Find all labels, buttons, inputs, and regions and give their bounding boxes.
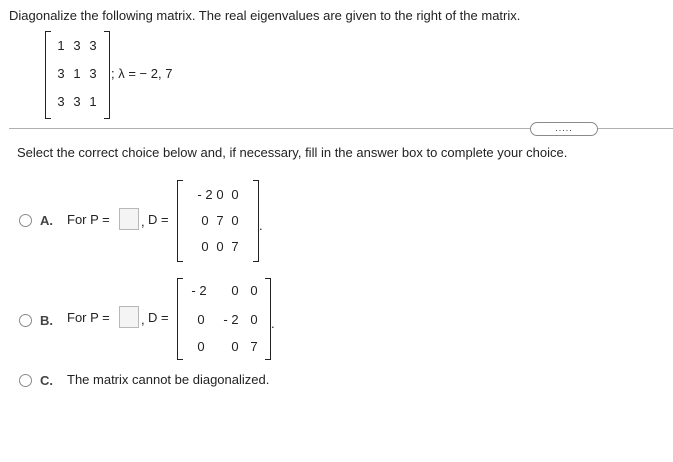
option-a-p-answer-box[interactable] (119, 208, 139, 230)
matrix-cell: 0 (201, 239, 209, 254)
matrix-cell: - 2 (197, 187, 213, 202)
matrix-cell: 1 (73, 66, 81, 81)
option-b-comma: , (141, 312, 145, 327)
matrix-cell: 0 (231, 339, 239, 354)
option-b-period: . (271, 316, 275, 331)
matrix-cell: 0 (250, 312, 258, 327)
option-c-text: The matrix cannot be diagonalized. (67, 372, 270, 387)
option-a-d-label: D = (148, 212, 169, 227)
option-b-letter: B. (40, 313, 53, 328)
matrix-cell: 0 (216, 187, 224, 202)
matrix-cell: 0 (231, 283, 239, 298)
option-b-matrix-left-bracket (177, 278, 183, 360)
matrix-cell: 0 (197, 339, 205, 354)
option-a-for-p-label: For P = (67, 212, 110, 227)
option-a-radio[interactable] (19, 214, 32, 227)
option-a-period: . (259, 218, 263, 233)
matrix-cell: 7 (250, 339, 258, 354)
matrix-cell: 3 (73, 94, 81, 109)
matrix-cell: 3 (57, 94, 65, 109)
matrix-left-bracket (45, 31, 51, 119)
matrix-cell: 0 (231, 213, 239, 228)
option-b-p-answer-box[interactable] (119, 306, 139, 328)
matrix-cell: 0 (216, 239, 224, 254)
matrix-cell: 1 (57, 38, 65, 53)
option-a-matrix-left-bracket (177, 180, 183, 262)
question-text: Diagonalize the following matrix. The real eigenvalues are given to the right of the matrix. (9, 8, 521, 23)
matrix-cell: 7 (231, 239, 239, 254)
matrix-cell: - 2 (223, 312, 239, 327)
option-b-radio[interactable] (19, 314, 32, 327)
option-b-for-p-label: For P = (67, 310, 110, 325)
matrix-cell: 0 (201, 213, 209, 228)
matrix-right-bracket (104, 31, 110, 119)
matrix-cell: 0 (197, 312, 205, 327)
matrix-cell: 1 (89, 94, 97, 109)
option-a-comma: , (141, 214, 145, 229)
option-b-d-label: D = (148, 310, 169, 325)
matrix-cell: 3 (89, 38, 97, 53)
matrix-cell: 3 (73, 38, 81, 53)
matrix-cell: 7 (216, 213, 224, 228)
option-c-letter: C. (40, 373, 53, 388)
matrix-cell: 0 (250, 283, 258, 298)
matrix-cell: - 2 (191, 283, 207, 298)
option-c-radio[interactable] (19, 374, 32, 387)
matrix-cell: 3 (89, 66, 97, 81)
show-more-button[interactable]: ..... (530, 122, 598, 136)
eigenvalues-text: ; λ = − 2, 7 (111, 66, 173, 81)
instruction-text: Select the correct choice below and, if necessary, fill in the answer box to complete your choice. (17, 145, 568, 160)
matrix-cell: 0 (231, 187, 239, 202)
option-a-letter: A. (40, 213, 53, 228)
matrix-cell: 3 (57, 66, 65, 81)
